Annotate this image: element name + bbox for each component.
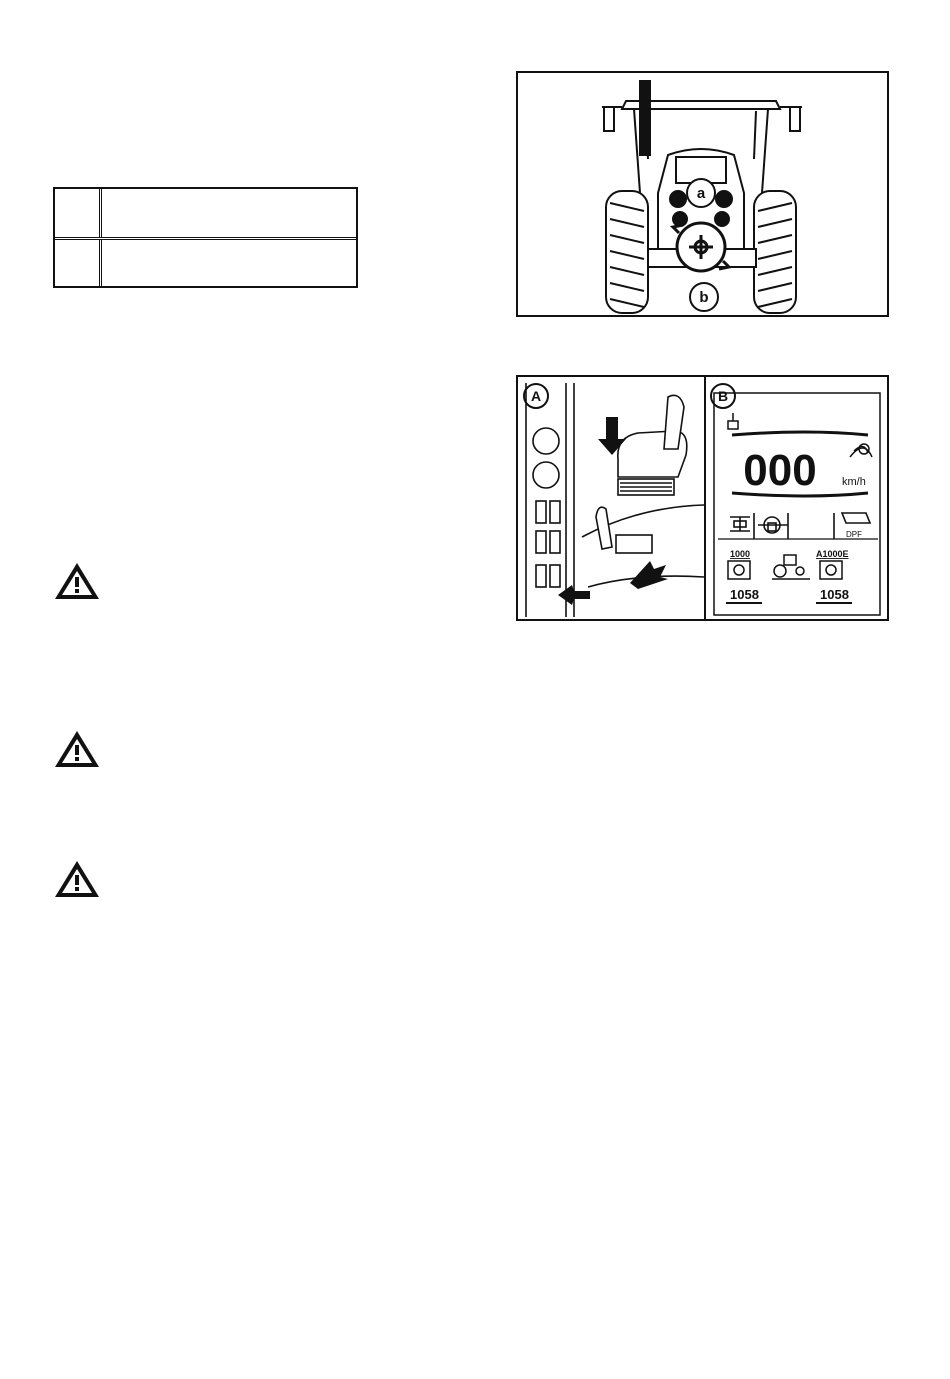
- panel-b-label: B: [717, 388, 729, 404]
- figure-tractor-rear-view: [516, 71, 889, 317]
- tractor-icon: [772, 555, 810, 579]
- figure-cab-and-display: [516, 375, 889, 621]
- table-cell: [105, 239, 356, 287]
- table-row: [55, 189, 356, 240]
- speed-readout: 000: [743, 446, 817, 495]
- seat-icon: [618, 395, 687, 495]
- dpf-label: DPF: [846, 530, 862, 539]
- speed-unit: km/h: [842, 476, 866, 488]
- pto-right-setting: A1000E: [816, 549, 849, 559]
- cab-display-illustration: [518, 377, 887, 619]
- svg-text:a: a: [696, 185, 706, 202]
- dpf-icon: [842, 513, 870, 523]
- table-cell: [55, 239, 102, 287]
- warning-triangle-icon: [53, 858, 101, 900]
- pto-gear-icon: [728, 561, 750, 579]
- differential-lock-icon: [758, 517, 788, 533]
- axle-icon: [730, 517, 750, 531]
- panel-a-label: A: [530, 388, 542, 404]
- warning-triangle-icon: [53, 560, 101, 602]
- table-cell: [55, 189, 102, 237]
- instrument-display: [714, 393, 880, 615]
- svg-text:b: b: [699, 289, 709, 306]
- warning-triangle-icon: [53, 728, 101, 770]
- table-cell: [105, 189, 356, 237]
- radar-icon: [850, 444, 872, 457]
- pto-left-setting: 1000: [730, 549, 751, 559]
- tractor-icon: [518, 73, 887, 315]
- table-row: [55, 239, 356, 287]
- pto-right-rpm: 1058: [820, 587, 849, 602]
- pto-left-rpm: 1058: [730, 587, 759, 602]
- pto-gear-icon: [820, 561, 842, 579]
- implement-icon: [728, 413, 738, 429]
- info-table: [53, 187, 358, 288]
